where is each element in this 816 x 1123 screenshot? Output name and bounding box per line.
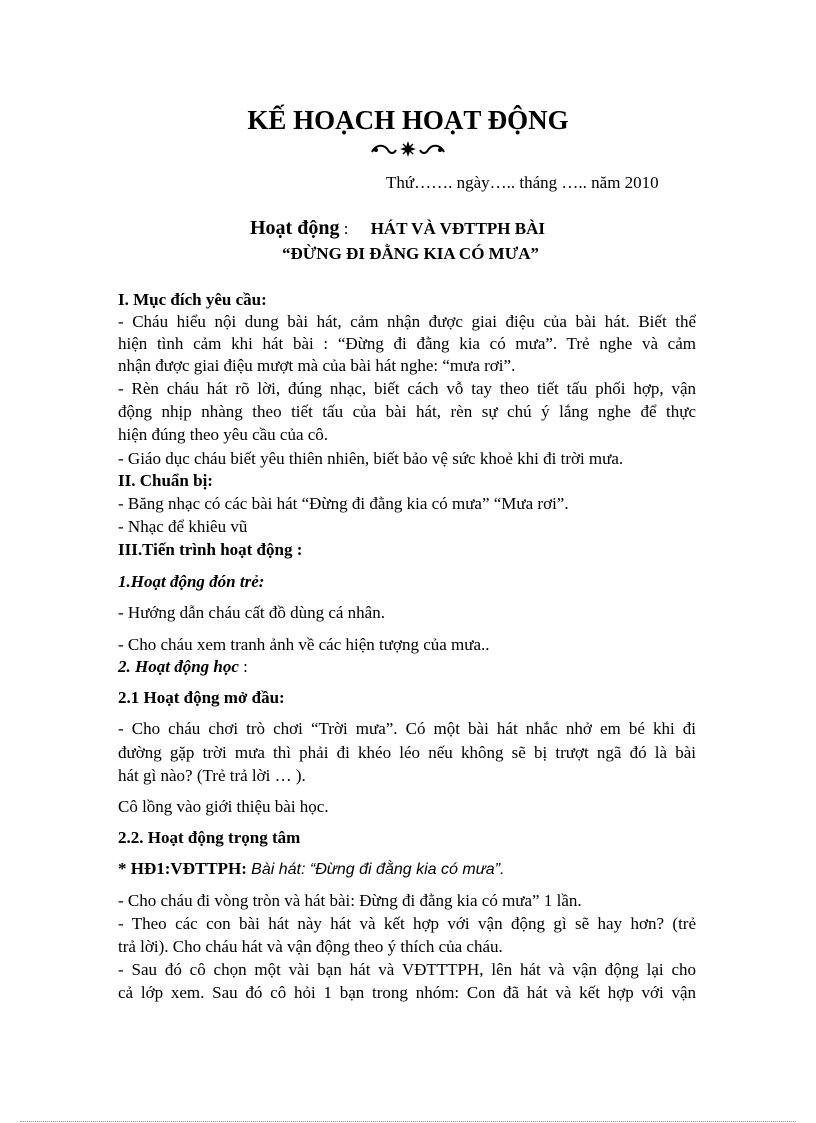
section-1-line: động nhịp nhàng theo tiết tấu của bài hát, rèn sự chú ý lắng nghe để thực xyxy=(118,402,696,421)
ornament-divider-icon xyxy=(368,140,448,160)
section-1-line: hiện tình cảm khi hát bài : “Đừng đi đằng kia có mưa”. Trẻ nghe và cảm xyxy=(118,334,696,353)
section-2-heading: II. Chuẩn bị: xyxy=(118,471,213,490)
section-1-line: nhận được giai điệu mượt mà của bài hát nghe: “mưa rơi”. xyxy=(118,356,516,375)
page-bottom-rule xyxy=(20,1121,796,1122)
activity-name: HÁT VÀ VĐTTPH BÀI xyxy=(370,219,545,238)
sub-1-line: - Hướng dẫn cháu cất đồ dùng cá nhân. xyxy=(118,603,385,622)
part-2-line: - Theo các con bài hát này hát và kết hợp với vận động gì sẽ hay hơn? (trẻ xyxy=(118,914,696,933)
part-1-line: hát gì nào? (Trẻ trả lời … ). xyxy=(118,766,306,785)
activity-separator: : xyxy=(343,219,349,238)
part-2-line: - Sau đó cô chọn một vài bạn hát và VĐTTTPH, lên hát và vận động lại cho xyxy=(118,960,696,979)
part-2-line: - Cho cháu đi vòng tròn và hát bài: Đừng đi đằng kia có mưa” 1 lần. xyxy=(118,891,582,910)
section-1-line: - Rèn cháu hát rõ lời, đúng nhạc, biết cách vỗ tay theo tiết tấu phối hợp, vận xyxy=(118,379,696,398)
part-1-closing: Cô lồng vào giới thiệu bài học. xyxy=(118,797,329,816)
part-1-heading: 2.1 Hoạt động mở đầu: xyxy=(118,688,285,707)
sub-1-line: - Cho cháu xem tranh ảnh về các hiện tượng của mưa.. xyxy=(118,635,490,654)
part-2-heading: 2.2. Hoạt động trọng tâm xyxy=(118,828,301,847)
part-1-line: - Cho cháu chơi trò chơi “Trời mưa”. Có một bài hát nhắc nhở em bé khi đi xyxy=(118,719,696,738)
hd1-text: Bài hát: “Đừng đi đằng kia có mưa”. xyxy=(251,861,505,878)
section-3-heading: III.Tiến trình hoạt động : xyxy=(118,540,303,559)
section-1-line: - Giáo dục cháu biết yêu thiên nhiên, biết bảo vệ sức khoẻ khi đi trời mưa. xyxy=(118,449,624,468)
section-1-heading: I. Mục đích yêu cầu: xyxy=(118,290,267,309)
sub-2-heading: 2. Hoạt động học xyxy=(118,657,239,676)
section-2-line: - Băng nhạc có các bài hát “Đừng đi đằng kia có mưa” “Mưa rơi”. xyxy=(118,494,569,513)
section-1-line: - Cháu hiểu nội dung bài hát, cảm nhận được giai điệu của bài hát. Biết thể xyxy=(118,312,696,331)
date-line: Thứ……. ngày….. tháng ….. năm 2010 xyxy=(386,173,659,192)
hd1-line xyxy=(118,858,504,881)
hd1-label: * HĐ1:VĐTTPH: xyxy=(118,859,247,878)
activity-line xyxy=(250,215,545,242)
part-2-line: trả lời). Cho cháu hát và vận động theo ý thích của cháu. xyxy=(118,937,503,956)
sub-1-heading: 1.Hoạt động đón trẻ: xyxy=(118,572,265,591)
sub-2-heading-line xyxy=(118,656,248,678)
page-title: KẾ HOẠCH HOẠT ĐỘNG xyxy=(247,105,569,135)
part-1-line: đường gặp trời mưa thì phải đi khéo léo nếu không sẽ bị trượt ngã đó là bài xyxy=(118,743,696,762)
part-2-line: cả lớp xem. Sau đó cô hỏi 1 bạn trong nhóm: Con đã hát và kết hợp với vận xyxy=(118,983,696,1002)
sub-2-heading-suffix: : xyxy=(238,657,248,676)
song-title: “ĐỪNG ĐI ĐẰNG KIA CÓ MƯA” xyxy=(282,244,540,263)
activity-label: Hoạt động xyxy=(250,217,340,239)
section-1-line: hiện đúng theo yêu cầu của cô. xyxy=(118,425,329,444)
section-2-line: - Nhạc để khiêu vũ xyxy=(118,517,248,536)
